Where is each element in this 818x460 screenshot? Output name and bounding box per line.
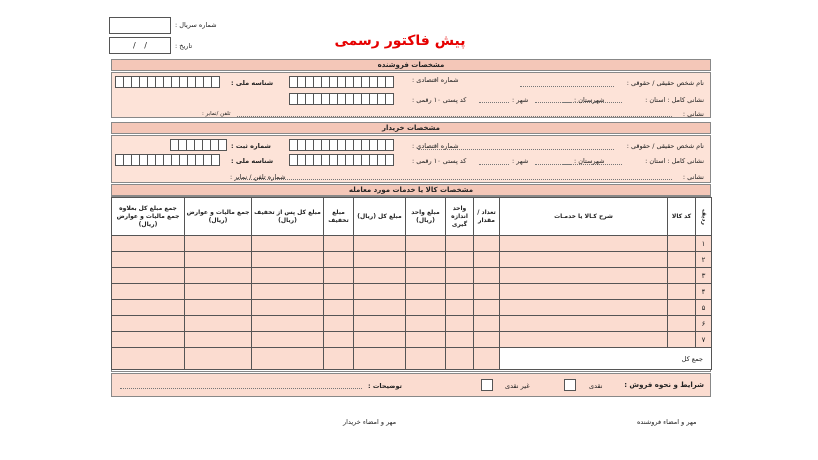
- seller-economic-cells[interactable]: [289, 76, 393, 88]
- buyer-city-label: شهر :: [512, 157, 529, 165]
- seller-nashani-label: نشانی :: [682, 110, 704, 118]
- seller-national-id-label: شناسه ملی :: [231, 79, 274, 87]
- notes-label: توضیحات :: [368, 382, 402, 390]
- seller-heading: مشخصات فروشنده: [111, 59, 711, 71]
- buyer-signature-label: مهر و امضاء خریدار: [343, 418, 397, 426]
- seller-address-label: نشانی کامل : استان :: [645, 96, 704, 104]
- noncash-label: غیر نقدی: [505, 382, 530, 390]
- cash-label: نقدی: [589, 382, 603, 390]
- buyer-phone-label: شماره تلفن / نمابر :: [230, 173, 286, 181]
- goods-table: [111, 197, 712, 370]
- buyer-section: [111, 135, 711, 183]
- seller-city-label: شهر :: [512, 96, 529, 104]
- table-row[interactable]: [112, 252, 712, 268]
- row-number: ۲: [696, 252, 712, 268]
- seller-economic-label: شماره اقتصادی :: [412, 76, 459, 84]
- date-input[interactable]: [109, 37, 171, 54]
- seller-signature-label: مهر و امضاء فروشنده: [637, 418, 697, 426]
- serial-label: شماره سریال :: [175, 21, 217, 29]
- col-discount: مبلغ تخفیف: [324, 198, 354, 236]
- seller-postal-cells[interactable]: [289, 93, 393, 105]
- buyer-postal-cells[interactable]: [289, 154, 393, 166]
- date-placeholder: / /: [133, 41, 147, 50]
- table-row[interactable]: [112, 268, 712, 284]
- row-number: ۴: [696, 284, 712, 300]
- date-label: تاریخ :: [175, 42, 193, 50]
- row-number: ۵: [696, 300, 712, 316]
- serial-input[interactable]: [109, 17, 171, 34]
- col-after-discount: مبلغ کل پس از تخفیف (ریال): [252, 198, 324, 236]
- row-number: ۱: [696, 236, 712, 252]
- buyer-name-label: نام شخص حقیقی / حقوقی :: [626, 142, 704, 150]
- table-row[interactable]: [112, 316, 712, 332]
- seller-postal-label: کد پستی ۱۰ رقمی :: [412, 96, 467, 104]
- page-title: پیش فاکتور رسمی: [334, 33, 466, 49]
- row-number: ۳: [696, 268, 712, 284]
- col-quantity: تعداد / مقدار: [474, 198, 500, 236]
- buyer-heading: مشخصات خریدار: [111, 122, 711, 134]
- col-total-amount: مبلغ کل (ریال): [354, 198, 406, 236]
- table-row[interactable]: [112, 236, 712, 252]
- buyer-nashani-label: نشانی :: [682, 173, 704, 181]
- buyer-registration-cells[interactable]: [170, 139, 226, 151]
- buyer-economic-cells[interactable]: [289, 139, 393, 151]
- col-unit: واحد اندازه گیری: [446, 198, 474, 236]
- col-description: شرح کـالا یا خدمـات: [500, 198, 668, 236]
- buyer-national-id-cells[interactable]: [115, 154, 219, 166]
- seller-name-label: نام شخص حقیقی / حقوقی :: [626, 79, 704, 87]
- col-code: کد کالا: [668, 198, 696, 236]
- col-unit-price: مبلغ واحد (ریال): [406, 198, 446, 236]
- table-row[interactable]: [112, 332, 712, 348]
- buyer-registration-label: شماره ثبت :: [231, 142, 271, 150]
- goods-section: [111, 196, 711, 372]
- buyer-county-label: شهرستان :: [574, 157, 605, 165]
- seller-county-label: شهرستان :: [574, 96, 605, 104]
- row-number: ۶: [696, 316, 712, 332]
- goods-heading: مشخصات کالا یا خدمات مورد معامله: [111, 184, 711, 196]
- row-number: ۷: [696, 332, 712, 348]
- total-label: جمع کل: [500, 348, 712, 370]
- noncash-checkbox[interactable]: [481, 379, 493, 391]
- table-row[interactable]: [112, 300, 712, 316]
- seller-section: [111, 72, 711, 118]
- buyer-national-id-label: شناسه ملی :: [231, 157, 274, 165]
- seller-national-id-cells[interactable]: [115, 76, 219, 88]
- seller-phone-label: تلفن /نمابر :: [202, 111, 231, 117]
- col-row-number: ردیف: [696, 198, 712, 236]
- buyer-address-label: نشانی کامل : استان :: [645, 157, 704, 165]
- terms-section: [111, 373, 711, 397]
- table-row[interactable]: [112, 284, 712, 300]
- col-tax-total: جمع مالیات و عوارض (ریال): [185, 198, 252, 236]
- buyer-postal-label: کد پستی ۱۰ رقمی :: [412, 157, 467, 165]
- cash-checkbox[interactable]: [564, 379, 576, 391]
- col-total-with-tax: جمع مبلغ کل بعلاوه جمع مالیات و عوارض (ریال): [112, 198, 185, 236]
- terms-label: شرایط و نحوه فروش :: [624, 381, 704, 389]
- buyer-economic-label: شماره اقتصادی :: [412, 142, 459, 150]
